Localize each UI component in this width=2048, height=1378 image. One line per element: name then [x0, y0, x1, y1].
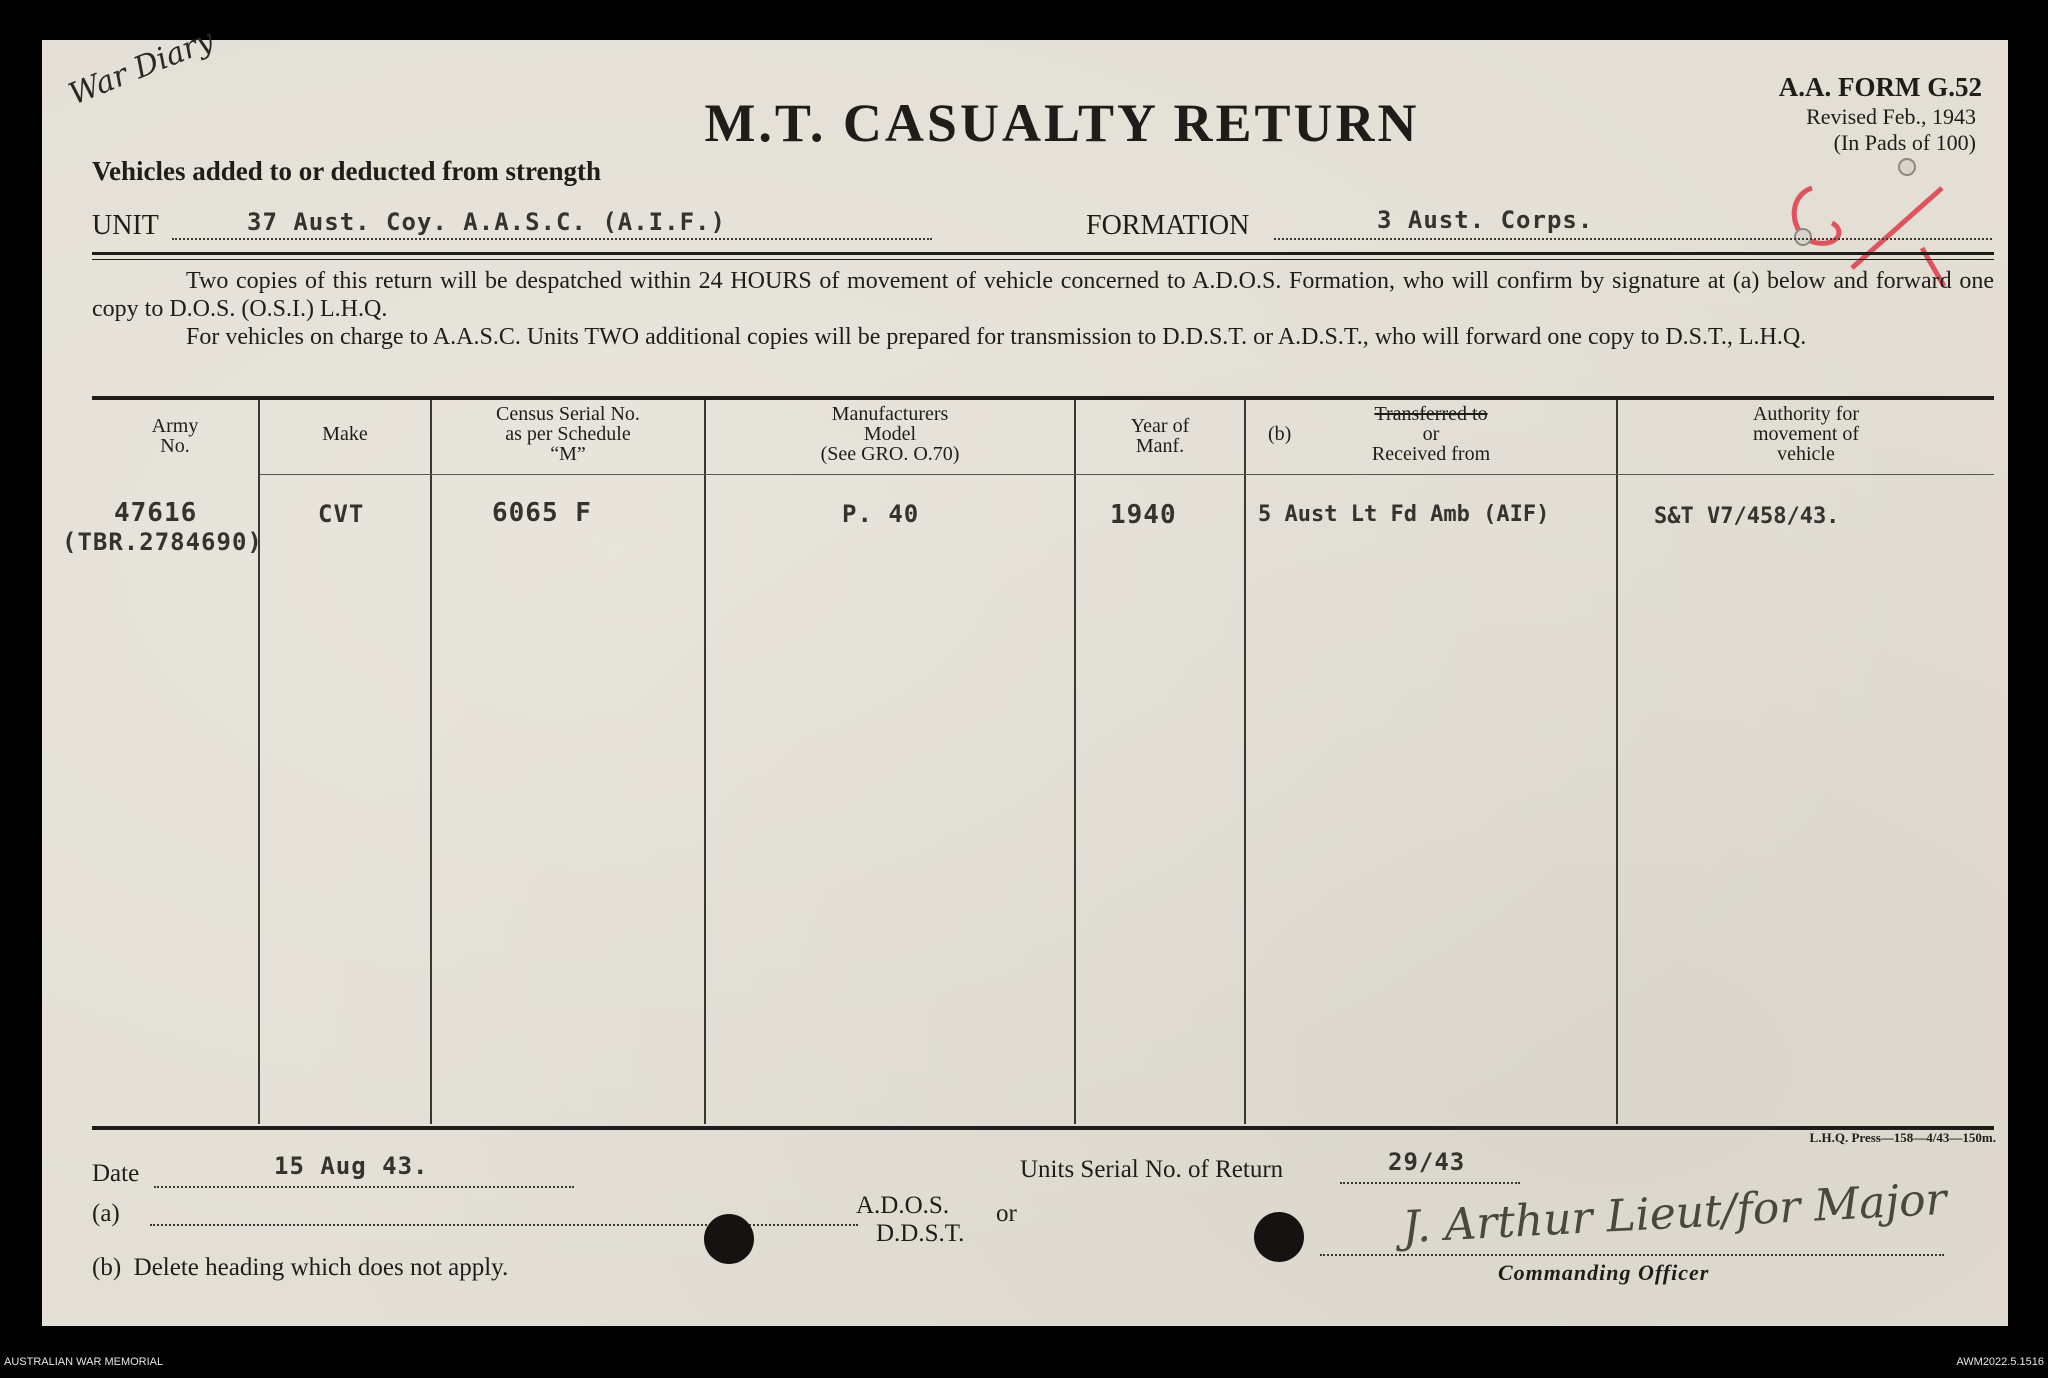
header-make: Make — [322, 423, 368, 445]
header-model: Manufacturers Model (See GRO. O.70) — [820, 403, 960, 465]
form-revised: Revised Feb., 1943 — [1806, 104, 1976, 129]
header-transfer-b: (b) — [1268, 423, 1292, 445]
cell-model: P. 40 — [842, 500, 920, 528]
col-line-1 — [258, 400, 260, 1124]
header-year: Year of Manf. — [1130, 415, 1190, 457]
serial-value: 29/43 — [1388, 1148, 1466, 1176]
col-line-5 — [1244, 400, 1246, 1124]
co-signature: J. Arthur Lieut/for Major — [1401, 1173, 1948, 1254]
table-top-rule — [92, 396, 1994, 400]
form-sheet — [42, 22, 2008, 1326]
punch-hole-right — [1254, 1212, 1304, 1262]
cell-transfer: 5 Aust Lt Fd Amb (AIF) — [1258, 502, 1550, 527]
caption-right: AWM2022.5.1516 — [1956, 1356, 2044, 1368]
form-subtitle: Vehicles added to or deducted from strength — [92, 156, 602, 186]
date-value: 15 Aug 43. — [274, 1152, 429, 1180]
unit-label: UNIT — [92, 210, 159, 241]
cell-census: 6065 F — [492, 498, 592, 528]
col-line-2 — [430, 400, 432, 1124]
co-label: Commanding Officer — [1498, 1260, 1710, 1285]
header-underline — [260, 474, 1994, 475]
serial-label: Units Serial No. of Return — [1020, 1156, 1284, 1183]
instruction-paragraph-2: For vehicles on charge to A.A.S.C. Units TWO additional copies will be prepared for transmission to D.D.S.T. or A.D.S.T., who will forward one copy to D.S.T., L.H.Q. — [186, 324, 1807, 350]
col-line-6 — [1616, 400, 1618, 1124]
header-census: Census Serial No. as per Schedule “M” — [496, 403, 640, 465]
cell-make: CVT — [318, 500, 365, 528]
delete-heading-note: (b) Delete heading which does not apply. — [92, 1254, 509, 1281]
or-label: or — [996, 1200, 1017, 1227]
caption-left: AUSTRALIAN WAR MEMORIAL — [4, 1356, 164, 1368]
header-rule-2 — [92, 259, 1994, 260]
header-transfer: Transferred to or Received from — [1371, 403, 1491, 465]
cell-army-no-sub: (TBR.2784690) — [62, 528, 263, 556]
cell-authority: S&T V7/458/43. — [1654, 504, 1840, 529]
war-diary-annotation: War Diary — [64, 22, 219, 113]
serial-dotted-line — [1340, 1182, 1520, 1184]
cell-army-no: 47616 — [114, 498, 198, 528]
cell-year: 1940 — [1110, 500, 1177, 530]
formation-dotted-line — [1274, 238, 1992, 240]
form-number: A.A. FORM G.52 — [1778, 72, 1982, 102]
header-army-no: Army No. — [151, 415, 199, 457]
co-dotted-line — [1320, 1254, 1944, 1256]
form-title: M.T. CASUALTY RETURN — [704, 93, 1420, 153]
instruction-paragraph-1: Two copies of this return will be despatched within 24 HOURS of movement of vehicle concerned to A.D.O.S. Formation, who will confirm by signature at (a) below and forward one copy to D.O.S. (O.S.I.) L.H.Q. — [92, 268, 1994, 322]
date-label: Date — [92, 1160, 140, 1187]
date-dotted-line — [154, 1186, 574, 1188]
ados-sign-label: (a) — [92, 1200, 120, 1227]
press-note: L.H.Q. Press—158—4/43—150m. — [1809, 1130, 1996, 1145]
formation-label: FORMATION — [1086, 210, 1250, 241]
formation-value: 3 Aust. Corps. — [1377, 206, 1594, 234]
header-authority: Authority for movement of vehicle — [1752, 403, 1860, 465]
ados-label: A.D.O.S. — [856, 1192, 950, 1219]
form-pads: (In Pads of 100) — [1833, 130, 1976, 155]
ddst-label: D.D.S.T. — [876, 1220, 965, 1247]
col-line-3 — [704, 400, 706, 1124]
col-line-4 — [1074, 400, 1076, 1124]
punch-hole-left — [704, 1214, 754, 1264]
staple-hole-2 — [1794, 228, 1812, 246]
staple-hole-1 — [1898, 158, 1916, 176]
ados-dotted-line — [150, 1224, 858, 1226]
unit-value: 37 Aust. Coy. A.A.S.C. (A.I.F.) — [247, 208, 726, 236]
header-rule-1 — [92, 252, 1994, 255]
unit-dotted-line — [172, 238, 932, 240]
